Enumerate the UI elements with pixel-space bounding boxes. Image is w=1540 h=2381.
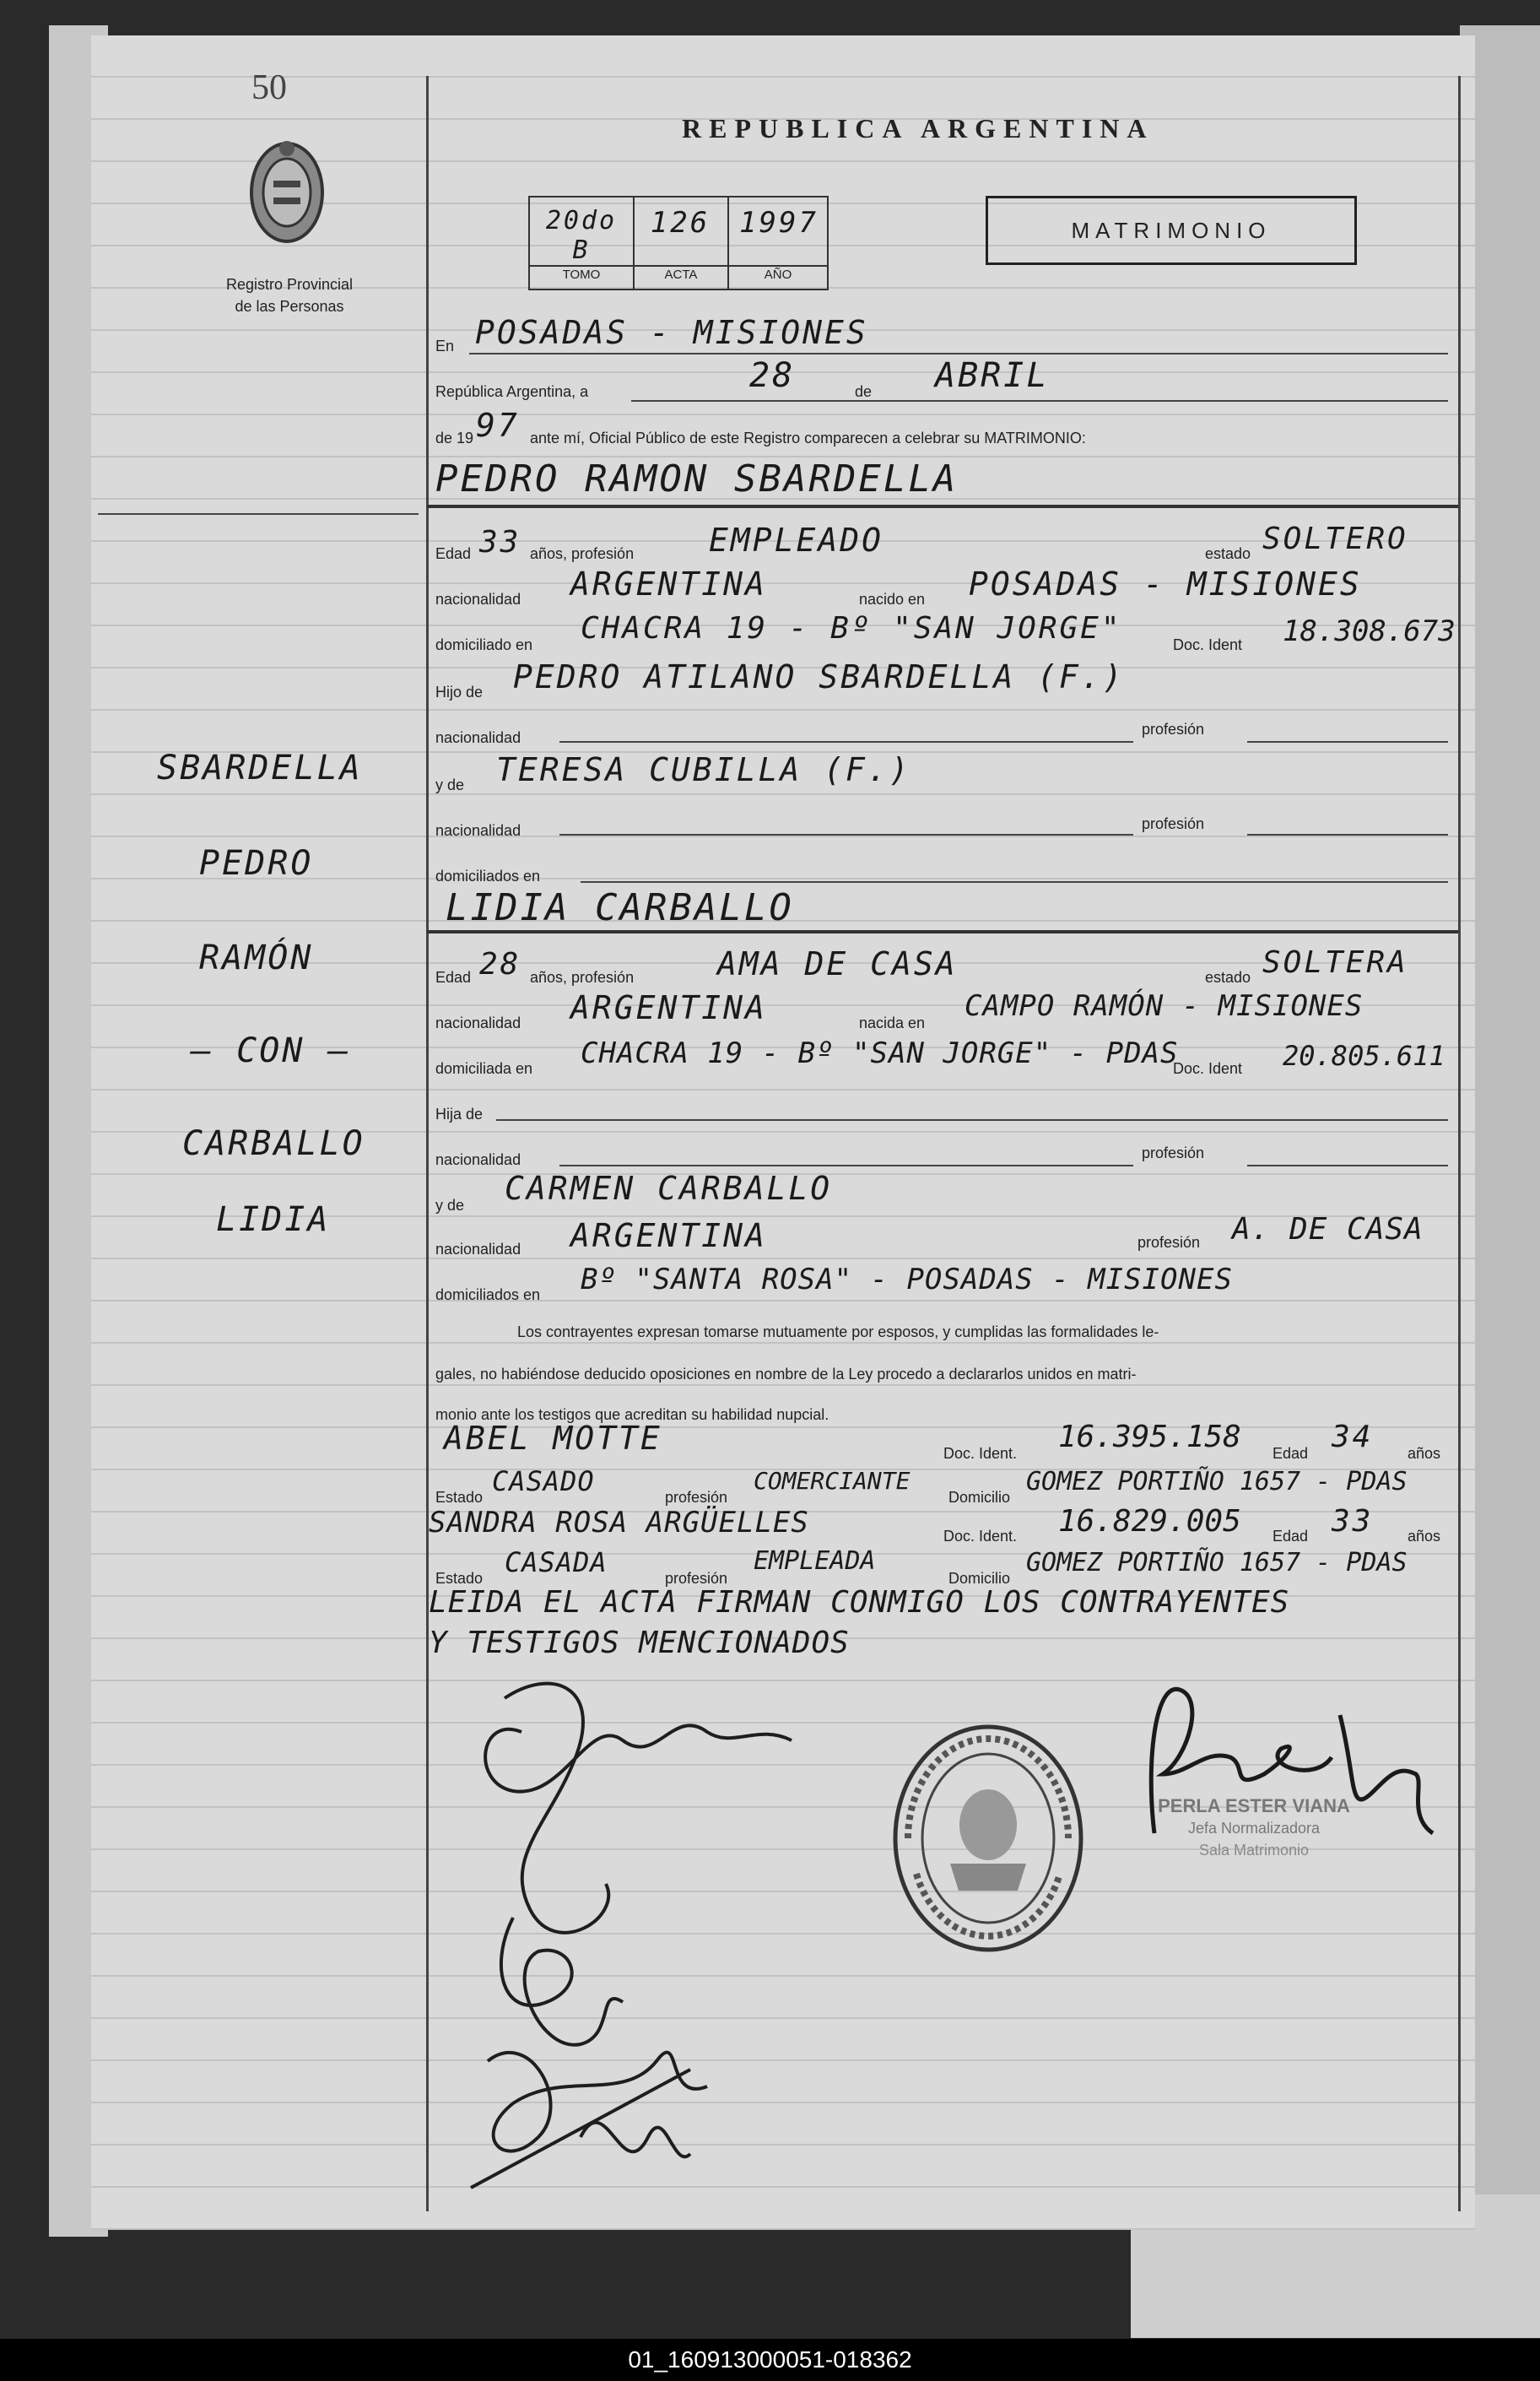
bride-mother-label: y de <box>435 1197 465 1214</box>
bride-domicilio: CHACRA 19 - Bº "SAN JORGE" - PDAS <box>581 1036 1179 1070</box>
bride-name: LIDIA CARBALLO <box>446 886 794 929</box>
margin-surname: SBARDELLA <box>157 749 363 787</box>
groom-doc-label: Doc. Ident <box>1173 636 1243 653</box>
bride-nacida-label: nacida en <box>859 1015 926 1031</box>
place-value: POSADAS - MISIONES <box>475 314 868 351</box>
bride-nacionalidad: ARGENTINA <box>570 989 767 1026</box>
bride-prof-label: años, profesión <box>530 969 635 986</box>
day-value: 28 <box>749 356 796 395</box>
groom-profesion: EMPLEADO <box>709 522 884 559</box>
statement-line-3: monio ante los testigos que acreditan su habilidad nupcial. <box>435 1406 829 1423</box>
witness2-domicilio: GOMEZ PORTIÑO 1657 - PDAS <box>1026 1548 1408 1577</box>
bride-doc-label: Doc. Ident <box>1173 1060 1243 1077</box>
groom-domicilio: CHACRA 19 - Bº "SAN JORGE" <box>581 611 1122 646</box>
groom-nacido: POSADAS - MISIONES <box>969 565 1362 603</box>
witness1-estado: CASADO <box>492 1465 595 1497</box>
witness1-doc: 16.395.158 <box>1058 1420 1241 1454</box>
groom-estado: SOLTERO <box>1262 522 1408 556</box>
margin-bride-name: LIDIA <box>216 1200 331 1239</box>
groom-mother-label: y de <box>435 777 465 793</box>
official-seal <box>891 1722 1085 1955</box>
groom-parents-dom-label: domiciliados en <box>435 868 541 885</box>
year-value: 97 <box>476 407 520 444</box>
witness2-estado: CASADA <box>505 1546 608 1578</box>
margin-bride-surname: CARBALLO <box>182 1124 365 1163</box>
witness2-doc-label: Doc. Ident. <box>943 1528 1018 1545</box>
record-number-box <box>528 196 829 290</box>
bride-estado-label: estado <box>1205 969 1251 986</box>
bride-mother-nac-label: nacionalidad <box>435 1241 521 1258</box>
place-label: En <box>435 338 455 354</box>
signatures-drawing <box>454 1664 842 2213</box>
official-section: Sala Matrimonio <box>1198 1842 1310 1859</box>
date-de-label: de <box>855 383 873 400</box>
coat-of-arms-icon <box>248 137 326 245</box>
acta-value: 126 <box>650 206 711 240</box>
margin-first-name: PEDRO <box>199 844 314 883</box>
margin-divider <box>426 76 429 2211</box>
acta-label: ACTA <box>664 268 698 282</box>
registry-line-1: Registro Provincial <box>225 276 354 293</box>
groom-edad: 33 <box>479 525 521 560</box>
footer-id: 01_160913000051-018362 <box>0 2339 1540 2381</box>
witness1-doc-label: Doc. Ident. <box>943 1445 1018 1462</box>
witness1-name: ABEL MOTTE <box>444 1420 662 1457</box>
groom-name: PEDRO RAMON SBARDELLA <box>435 457 959 501</box>
witness2-edad: 33 <box>1332 1504 1374 1539</box>
witness2-profesion: EMPLEADA <box>754 1546 876 1576</box>
witness1-domicilio: GOMEZ PORTIÑO 1657 - PDAS <box>1026 1467 1408 1496</box>
groom-father: PEDRO ATILANO SBARDELLA (F.) <box>513 658 1125 695</box>
year-prefix: de 19 <box>435 430 474 446</box>
record-type-box <box>986 196 1357 265</box>
bride-estado: SOLTERA <box>1262 945 1408 980</box>
closing-line-1: LEIDA EL ACTA FIRMAN CONMIGO LOS CONTRAYENTES <box>429 1585 1290 1620</box>
groom-nacido-label: nacido en <box>859 591 926 608</box>
bride-mother-prof: A. DE CASA <box>1232 1212 1424 1247</box>
ano-label: AÑO <box>764 268 792 282</box>
groom-nacionalidad: ARGENTINA <box>570 565 767 603</box>
bride-nac-label: nacionalidad <box>435 1015 521 1031</box>
witness1-edad-label: Edad <box>1273 1445 1309 1462</box>
registry-line-2: de las Personas <box>235 298 344 315</box>
bride-nacida: CAMPO RAMÓN - MISIONES <box>965 989 1364 1023</box>
republic-label: República Argentina, a <box>435 383 589 400</box>
witness1-prof-label: profesión <box>665 1489 728 1506</box>
witness1-anos-label: años <box>1408 1445 1441 1462</box>
bride-profesion: AMA DE CASA <box>717 945 958 982</box>
ano-value: 1997 <box>739 206 819 240</box>
bride-dom-label: domiciliada en <box>435 1060 533 1077</box>
statement-line-2: gales, no habiéndose deducido oposiciones en nombre de la Ley procedo a declararlos unidos en matri- <box>435 1366 1137 1383</box>
bride-edad: 28 <box>479 947 521 982</box>
witness2-prof-label: profesión <box>665 1570 728 1587</box>
official-title: Jefa Normalizadora <box>1187 1820 1321 1837</box>
month-value: ABRIL <box>935 356 1050 395</box>
official-stamp-name: PERLA ESTER VIANA <box>1158 1795 1350 1816</box>
country-heading: REPUBLICA ARGENTINA <box>682 113 1154 143</box>
witness1-dom-label: Domicilio <box>948 1489 1011 1506</box>
bride-father-label: Hija de <box>435 1106 484 1123</box>
witness2-doc: 16.829.005 <box>1058 1504 1241 1539</box>
witness2-edad-label: Edad <box>1273 1528 1309 1545</box>
witness1-profesion: COMERCIANTE <box>754 1467 910 1495</box>
statement-line-1: Los contrayentes expresan tomarse mutuamente por esposos, y cumplidas las formalidades le- <box>517 1323 1159 1340</box>
page-number: 50 <box>251 68 287 107</box>
margin-con: — CON — <box>191 1031 351 1070</box>
groom-edad-label: Edad <box>435 545 472 562</box>
groom-prof-label: años, profesión <box>530 545 635 562</box>
groom-dom-label: domiciliado en <box>435 636 533 653</box>
bride-mother-prof-label: profesión <box>1137 1234 1201 1251</box>
witness2-dom-label: Domicilio <box>948 1570 1011 1587</box>
bride-father-prof-label: profesión <box>1142 1145 1205 1161</box>
witness1-edad: 34 <box>1332 1420 1374 1454</box>
tomo-value: 20do B <box>545 206 618 265</box>
record-type: MATRIMONIO <box>1071 217 1272 243</box>
groom-father-nac-label: nacionalidad <box>435 729 521 746</box>
bride-parents-dom-label: domiciliados en <box>435 1286 541 1303</box>
closing-line-2: Y TESTIGOS MENCIONADOS <box>429 1626 850 1660</box>
groom-father-label: Hijo de <box>435 684 484 701</box>
groom-doc: 18.308.673 <box>1283 614 1456 648</box>
witness2-name: SANDRA ROSA ARGÜELLES <box>429 1506 809 1540</box>
bride-doc: 20.805.611 <box>1283 1040 1445 1072</box>
bride-mother: CARMEN CARBALLO <box>505 1170 833 1207</box>
bride-edad-label: Edad <box>435 969 472 986</box>
groom-mother: TERESA CUBILLA (F.) <box>496 751 911 788</box>
margin-middle-name: RAMÓN <box>199 939 314 977</box>
bride-mother-nac: ARGENTINA <box>570 1217 767 1254</box>
bride-parents-dom: Bº "SANTA ROSA" - POSADAS - MISIONES <box>581 1263 1233 1296</box>
groom-father-prof-label: profesión <box>1142 721 1205 738</box>
groom-mother-prof-label: profesión <box>1142 815 1205 832</box>
witness2-anos-label: años <box>1408 1528 1441 1545</box>
registry-name <box>201 273 378 317</box>
bride-father-nac-label: nacionalidad <box>435 1151 521 1168</box>
right-rule <box>1458 76 1461 2211</box>
year-text: ante mí, Oficial Público de este Registro comparecen a celebrar su MATRIMONIO: <box>530 430 1086 446</box>
witness2-estado-label: Estado <box>435 1570 484 1587</box>
groom-mother-nac-label: nacionalidad <box>435 822 521 839</box>
groom-nac-label: nacionalidad <box>435 591 521 608</box>
certificate-page <box>91 35 1475 2230</box>
groom-estado-label: estado <box>1205 545 1251 562</box>
tomo-label: TOMO <box>562 268 601 282</box>
witness1-estado-label: Estado <box>435 1489 484 1506</box>
